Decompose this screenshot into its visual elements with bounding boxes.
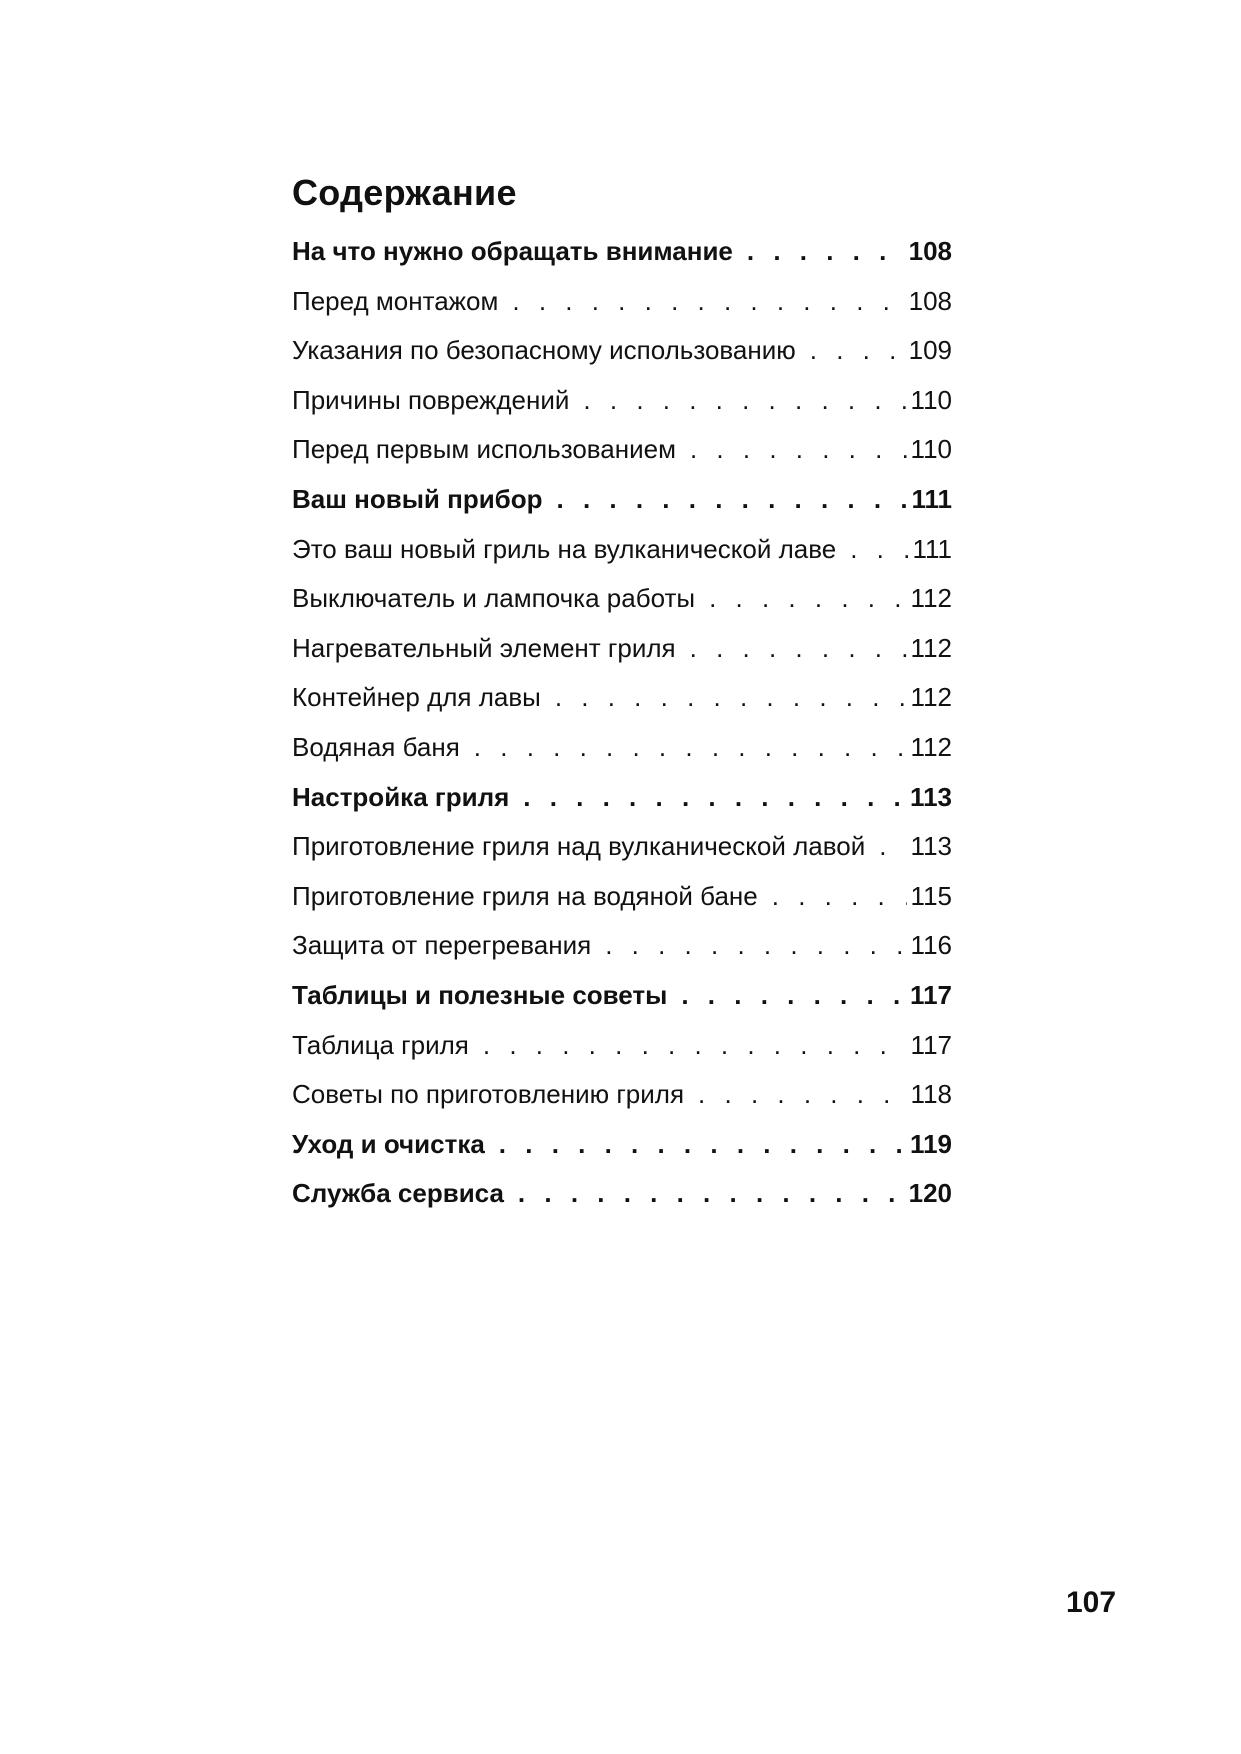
toc-entry-page: 108 (908, 285, 952, 316)
toc-entry-page: 112 (910, 632, 952, 663)
toc-dot-leader (698, 1079, 907, 1110)
toc-entry-label: Перед монтажом (292, 285, 499, 316)
toc-subsection-entry[interactable] (292, 1030, 952, 1080)
toc-entry-label: Выключатель и лампочка работы (292, 583, 696, 614)
table-of-contents (292, 236, 952, 1228)
toc-entry-label: Указания по безопасному использованию (292, 335, 796, 366)
toc-entry-label: Водяная баня (292, 731, 460, 762)
toc-entry-page: 108 (908, 236, 952, 266)
toc-entry-label: Защита от перегревания (292, 930, 592, 961)
toc-entry-label: Перед первым использованием (292, 434, 676, 465)
toc-entry-label: Нагревательный элемент гриля (292, 632, 676, 663)
toc-subsection-entry[interactable] (292, 583, 952, 633)
toc-section-entry[interactable] (292, 1178, 952, 1228)
toc-dot-leader (747, 236, 905, 267)
toc-entry-label: Советы по приготовлению гриля (292, 1079, 685, 1110)
toc-subsection-entry[interactable] (292, 534, 952, 584)
toc-entry-page: 115 (910, 880, 952, 911)
toc-entry-page: 111 (912, 533, 952, 564)
page-title: Содержание (292, 172, 517, 214)
toc-section-entry[interactable] (292, 1129, 952, 1179)
toc-subsection-entry[interactable] (292, 881, 952, 931)
toc-subsection-entry[interactable] (292, 831, 952, 881)
toc-subsection-entry[interactable] (292, 930, 952, 980)
toc-subsection-entry[interactable] (292, 682, 952, 732)
toc-section-entry[interactable] (292, 782, 952, 832)
toc-section-entry[interactable] (292, 236, 952, 286)
toc-subsection-entry[interactable] (292, 1079, 952, 1129)
toc-entry-page: 111 (911, 483, 952, 514)
toc-subsection-entry[interactable] (292, 633, 952, 683)
toc-dot-leader (772, 881, 907, 912)
toc-entry-label: Контейнер для лавы (292, 682, 541, 713)
toc-entry-page: 113 (910, 781, 952, 812)
toc-entry-label: Это ваш новый гриль на вулканической лаве (292, 533, 837, 564)
toc-dot-leader (523, 782, 906, 813)
toc-entry-page: 120 (908, 1178, 952, 1209)
toc-dot-leader (810, 335, 905, 366)
toc-dot-leader (518, 1178, 905, 1209)
toc-subsection-entry[interactable] (292, 385, 952, 435)
toc-entry-label: Причины повреждений (292, 384, 570, 415)
toc-entry-label: Ваш новый прибор (292, 483, 543, 514)
toc-dot-leader (850, 534, 908, 565)
toc-dot-leader (879, 831, 906, 862)
toc-subsection-entry[interactable] (292, 434, 952, 484)
toc-dot-leader (483, 1030, 907, 1061)
toc-dot-leader (690, 633, 907, 664)
toc-entry-label: На что нужно обращать внимание (292, 236, 733, 266)
toc-entry-label: Приготовление гриля на водяной бане (292, 880, 758, 911)
toc-subsection-entry[interactable] (292, 286, 952, 336)
toc-dot-leader (557, 484, 908, 515)
toc-entry-page: 117 (910, 979, 952, 1010)
toc-dot-leader (690, 434, 907, 465)
page-number: 107 (1066, 1586, 1117, 1619)
toc-entry-label: Служба сервиса (292, 1178, 504, 1209)
toc-entry-page: 110 (910, 434, 952, 465)
toc-entry-label: Настройка гриля (292, 781, 510, 812)
toc-entry-page: 109 (908, 335, 952, 366)
toc-entry-label: Таблицы и полезные советы (292, 979, 668, 1010)
toc-dot-leader (499, 1129, 906, 1160)
toc-entry-page: 110 (910, 384, 952, 415)
toc-entry-page: 112 (910, 731, 952, 762)
toc-dot-leader (512, 286, 904, 317)
toc-dot-leader (709, 583, 906, 614)
toc-entry-page: 116 (910, 930, 952, 961)
toc-section-entry[interactable] (292, 980, 952, 1030)
toc-section-entry[interactable] (292, 484, 952, 534)
toc-entry-page: 113 (910, 831, 952, 862)
toc-dot-leader (681, 980, 906, 1011)
toc-entry-page: 117 (910, 1029, 952, 1060)
toc-entry-page: 112 (910, 682, 952, 713)
toc-entry-page: 118 (910, 1079, 952, 1110)
toc-subsection-entry[interactable] (292, 732, 952, 782)
toc-entry-page: 112 (910, 583, 952, 614)
toc-dot-leader (474, 732, 907, 763)
toc-dot-leader (555, 682, 907, 713)
toc-subsection-entry[interactable] (292, 335, 952, 385)
toc-entry-label: Таблица гриля (292, 1029, 469, 1060)
toc-entry-page: 119 (910, 1128, 952, 1159)
toc-dot-leader (583, 385, 906, 416)
toc-entry-label: Приготовление гриля над вулканической лавой (292, 831, 866, 862)
toc-entry-label: Уход и очистка (292, 1128, 485, 1159)
toc-dot-leader (605, 930, 906, 961)
